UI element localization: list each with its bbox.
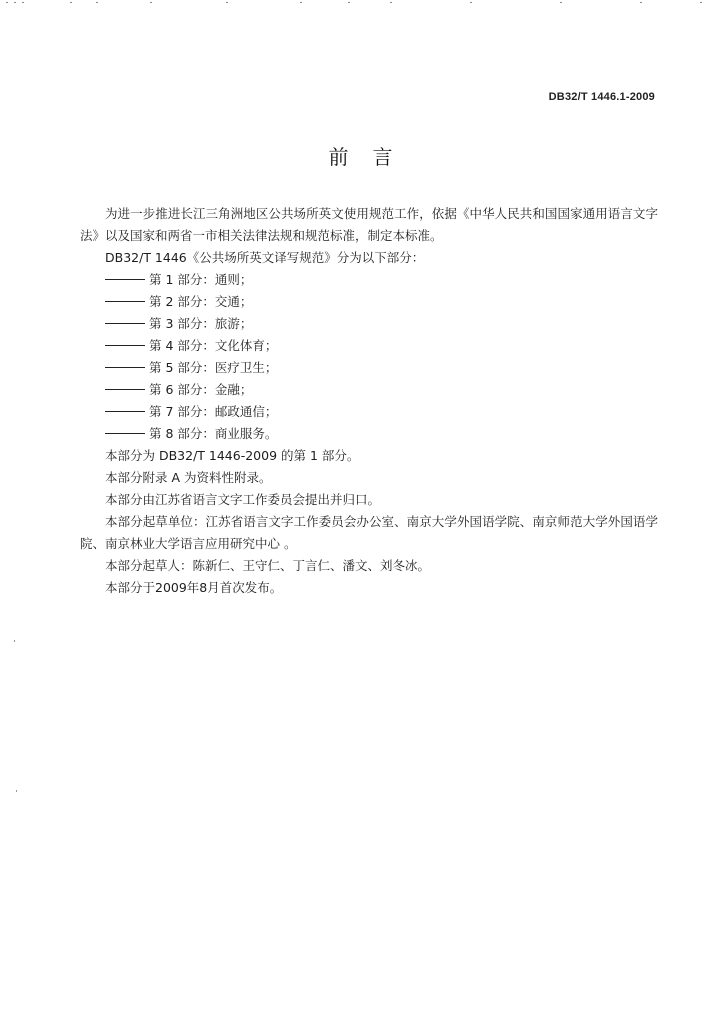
list-item xyxy=(85,335,655,357)
list-item xyxy=(85,423,655,445)
em-dash xyxy=(105,345,145,346)
em-dash xyxy=(105,411,145,412)
part-label: 第 1 部分：通则； xyxy=(149,272,253,287)
release-statement: 本部分于2009年8月首次发布。 xyxy=(105,580,283,595)
parts-list xyxy=(85,269,655,445)
drafters-statement: 本部分起草人：陈新仁、王守仁、丁言仁、潘文、刘冬冰。 xyxy=(105,558,431,573)
em-dash xyxy=(105,389,145,390)
part-label: 第 7 部分：邮政通信； xyxy=(149,404,278,419)
em-dash xyxy=(105,279,145,280)
part-label: 第 6 部分：金融； xyxy=(149,382,253,397)
list-item xyxy=(85,291,655,313)
list-item xyxy=(85,269,655,291)
appendix-statement: 本部分附录 A 为资料性附录。 xyxy=(105,470,272,485)
scan-artifact-dots xyxy=(0,0,721,6)
list-item xyxy=(85,401,655,423)
part-of-statement: 本部分为 DB32/T 1446-2009 的第 1 部分。 xyxy=(105,448,360,463)
scan-artifact-mark xyxy=(16,790,17,792)
foreword-body xyxy=(80,203,658,599)
part-label: 第 2 部分：交通； xyxy=(149,294,253,309)
part-label: 第 8 部分：商业服务。 xyxy=(149,426,278,441)
part-label: 第 5 部分：医疗卫生； xyxy=(149,360,278,375)
document-code: DB32/T 1446.1-2009 xyxy=(548,91,655,103)
page-title: 前言 xyxy=(328,145,417,169)
list-item xyxy=(85,379,655,401)
scan-artifact-mark xyxy=(14,640,15,642)
parts-heading: DB32/T 1446《公共场所英文译写规范》分为以下部分： xyxy=(105,250,425,265)
proposer-statement: 本部分由江苏省语言文字工作委员会提出并归口。 xyxy=(105,492,381,507)
em-dash xyxy=(105,433,145,434)
part-label: 第 3 部分：旅游； xyxy=(149,316,253,331)
list-item xyxy=(85,357,655,379)
em-dash xyxy=(105,323,145,324)
list-item xyxy=(85,313,655,335)
em-dash xyxy=(105,367,145,368)
em-dash xyxy=(105,301,145,302)
part-label: 第 4 部分：文化体育； xyxy=(149,338,278,353)
intro-paragraph: 为进一步推进长江三角洲地区公共场所英文使用规范工作，依据《中华人民共和国国家通用语言文字法》以及国家和两省一市相关法律法规和规范标准，制定本标准。 xyxy=(80,206,658,243)
drafting-units-statement: 本部分起草单位：江苏省语言文字工作委员会办公室、南京大学外国语学院、南京师范大学外国语学院、南京林业大学语言应用研究中心 。 xyxy=(80,514,658,551)
